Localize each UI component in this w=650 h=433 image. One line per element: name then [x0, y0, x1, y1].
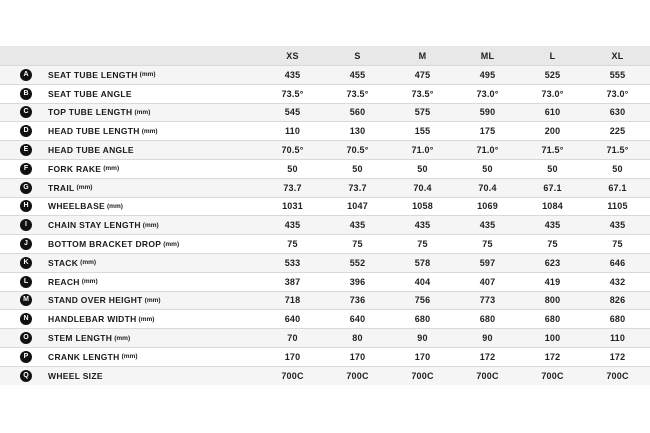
value-cell: 50 — [612, 163, 623, 174]
letter-badge-icon: F — [20, 163, 32, 175]
measurement-unit: (mm) — [142, 221, 159, 229]
value-cell: 552 — [349, 257, 366, 268]
measurement-label: WHEEL SIZE — [48, 370, 103, 381]
row-label-cell — [0, 294, 260, 306]
value-cell: 560 — [349, 107, 366, 118]
row-label-cell — [0, 144, 260, 156]
value-cell: 800 — [544, 295, 561, 306]
value-cell: 70.4 — [478, 182, 497, 193]
value-cell: 170 — [349, 351, 366, 362]
table-row — [0, 103, 650, 122]
value-cell: 700C — [476, 370, 499, 381]
value-cell: 75 — [287, 239, 298, 250]
measurement-label: HANDLEBAR WIDTH — [48, 314, 137, 325]
value-cell: 1031 — [282, 201, 303, 212]
measurement-label: SEAT TUBE LENGTH — [48, 69, 138, 80]
table-row — [0, 309, 650, 328]
value-cell: 71.5° — [606, 145, 629, 156]
value-cell: 67.1 — [543, 182, 562, 193]
letter-badge-icon: L — [20, 276, 32, 288]
value-cell: 50 — [482, 163, 493, 174]
size-column-header: L — [549, 50, 556, 61]
value-cell: 73.7 — [283, 182, 302, 193]
value-cell: 80 — [352, 333, 363, 344]
value-cell: 404 — [414, 276, 431, 287]
value-cell: 826 — [609, 295, 626, 306]
value-cell: 435 — [609, 220, 626, 231]
table-row — [0, 84, 650, 103]
measurement-unit: (mm) — [107, 202, 123, 210]
value-cell: 73.5° — [411, 88, 434, 99]
value-cell: 50 — [547, 163, 558, 174]
value-cell: 545 — [284, 107, 301, 118]
table-row — [0, 197, 650, 216]
table-row — [0, 253, 650, 272]
row-label-cell — [0, 351, 260, 363]
value-cell: 495 — [479, 69, 496, 80]
value-cell: 646 — [609, 257, 626, 268]
measurement-unit: (mm) — [139, 71, 156, 79]
value-cell: 100 — [544, 333, 561, 344]
letter-badge-icon: H — [20, 200, 32, 212]
value-cell: 387 — [284, 276, 301, 287]
value-cell: 533 — [284, 257, 301, 268]
measurement-unit: (mm) — [81, 278, 98, 286]
row-label-cell — [0, 276, 260, 288]
letter-badge-icon: M — [20, 294, 32, 306]
value-cell: 200 — [544, 126, 561, 137]
row-label-cell — [0, 257, 260, 269]
value-cell: 1047 — [347, 201, 368, 212]
row-label-cell — [0, 182, 260, 194]
row-label-cell — [0, 332, 260, 344]
table-row — [0, 140, 650, 159]
value-cell: 70.5° — [346, 145, 369, 156]
table-row — [0, 215, 650, 234]
row-label-cell — [0, 313, 260, 325]
value-cell: 680 — [414, 314, 431, 325]
value-cell: 525 — [544, 69, 561, 80]
value-cell: 435 — [284, 220, 301, 231]
measurement-unit: (mm) — [80, 259, 97, 267]
value-cell: 597 — [479, 257, 496, 268]
value-cell: 1084 — [542, 201, 563, 212]
letter-badge-icon: I — [20, 219, 32, 231]
value-cell: 435 — [284, 69, 301, 80]
table-row — [0, 234, 650, 253]
letter-badge-icon: N — [20, 313, 32, 325]
letter-badge-icon: D — [20, 125, 32, 137]
measurement-label: TOP TUBE LENGTH — [48, 107, 133, 118]
table-body — [0, 65, 650, 385]
value-cell: 70 — [287, 333, 298, 344]
value-cell: 71.5° — [541, 145, 564, 156]
value-cell: 575 — [414, 107, 431, 118]
table-row — [0, 291, 650, 310]
geometry-table — [0, 46, 650, 385]
table-row — [0, 366, 650, 385]
measurement-label: WHEELBASE — [48, 201, 106, 212]
measurement-unit: (mm) — [144, 296, 161, 304]
row-label-cell — [0, 219, 260, 231]
size-column-header: XS — [286, 50, 299, 61]
value-cell: 718 — [284, 295, 301, 306]
row-label-cell — [0, 106, 260, 118]
value-cell: 155 — [414, 126, 431, 137]
value-cell: 50 — [417, 163, 428, 174]
value-cell: 773 — [479, 295, 496, 306]
value-cell: 50 — [287, 163, 298, 174]
value-cell: 73.5° — [281, 88, 304, 99]
value-cell: 700C — [411, 370, 434, 381]
value-cell: 73.0° — [541, 88, 564, 99]
letter-badge-icon: P — [20, 351, 32, 363]
value-cell: 175 — [479, 126, 496, 137]
letter-badge-icon: O — [20, 332, 32, 344]
value-cell: 756 — [414, 295, 431, 306]
table-row — [0, 328, 650, 347]
measurement-label: FORK RAKE — [48, 163, 102, 174]
value-cell: 435 — [479, 220, 496, 231]
letter-badge-icon: Q — [20, 370, 32, 382]
row-label-cell — [0, 370, 260, 382]
size-column-header: M — [418, 50, 427, 61]
row-label-cell — [0, 200, 260, 212]
size-header-row — [0, 46, 650, 65]
size-column-header: ML — [480, 50, 495, 61]
value-cell: 225 — [609, 126, 626, 137]
measurement-label: CHAIN STAY LENGTH — [48, 220, 141, 231]
value-cell: 590 — [479, 107, 496, 118]
value-cell: 435 — [544, 220, 561, 231]
measurement-label: TRAIL — [48, 182, 75, 193]
value-cell: 71.0° — [411, 145, 434, 156]
value-cell: 700C — [281, 370, 304, 381]
value-cell: 90 — [417, 333, 428, 344]
measurement-unit: (mm) — [134, 108, 151, 116]
table-row — [0, 272, 650, 291]
measurement-unit: (mm) — [138, 315, 155, 323]
value-cell: 71.0° — [476, 145, 499, 156]
size-column-header: XL — [611, 50, 624, 61]
value-cell: 640 — [284, 314, 301, 325]
value-cell: 172 — [479, 351, 496, 362]
value-cell: 75 — [417, 239, 428, 250]
letter-badge-icon: K — [20, 257, 32, 269]
table-row — [0, 178, 650, 197]
value-cell: 75 — [547, 239, 558, 250]
measurement-unit: (mm) — [76, 184, 93, 192]
value-cell: 73.0° — [606, 88, 629, 99]
value-cell: 623 — [544, 257, 561, 268]
size-column-header: S — [354, 50, 361, 61]
value-cell: 110 — [609, 333, 626, 344]
measurement-unit: (mm) — [163, 240, 180, 248]
value-cell: 50 — [352, 163, 363, 174]
value-cell: 73.7 — [348, 182, 367, 193]
row-label-cell — [0, 163, 260, 175]
letter-badge-icon: B — [20, 88, 32, 100]
letter-badge-icon: G — [20, 182, 32, 194]
value-cell: 555 — [609, 69, 626, 80]
measurement-label: SEAT TUBE ANGLE — [48, 88, 132, 99]
measurement-label: BOTTOM BRACKET DROP — [48, 239, 162, 250]
letter-badge-icon: C — [20, 106, 32, 118]
value-cell: 475 — [414, 69, 431, 80]
value-cell: 680 — [479, 314, 496, 325]
value-cell: 407 — [479, 276, 496, 287]
value-cell: 396 — [349, 276, 366, 287]
value-cell: 432 — [609, 276, 626, 287]
value-cell: 130 — [349, 126, 366, 137]
value-cell: 736 — [349, 295, 366, 306]
value-cell: 1058 — [412, 201, 433, 212]
row-label-cell — [0, 69, 260, 81]
value-cell: 172 — [544, 351, 561, 362]
measurement-label: CRANK LENGTH — [48, 351, 120, 362]
table-row — [0, 159, 650, 178]
value-cell: 67.1 — [608, 182, 627, 193]
value-cell: 1069 — [477, 201, 498, 212]
value-cell: 1105 — [607, 201, 628, 212]
table-row — [0, 65, 650, 84]
measurement-label: STEM LENGTH — [48, 333, 113, 344]
value-cell: 630 — [609, 107, 626, 118]
measurement-label: STACK — [48, 257, 79, 268]
value-cell: 578 — [414, 257, 431, 268]
measurement-label: STAND OVER HEIGHT — [48, 295, 143, 306]
value-cell: 700C — [606, 370, 629, 381]
table-row — [0, 121, 650, 140]
row-label-cell — [0, 125, 260, 137]
measurement-unit: (mm) — [141, 127, 158, 135]
value-cell: 73.5° — [346, 88, 369, 99]
value-cell: 75 — [612, 239, 623, 250]
table-row — [0, 347, 650, 366]
value-cell: 172 — [609, 351, 626, 362]
value-cell: 70.4 — [413, 182, 432, 193]
value-cell: 90 — [482, 333, 493, 344]
measurement-unit: (mm) — [103, 165, 120, 173]
measurement-label: REACH — [48, 276, 80, 287]
value-cell: 700C — [541, 370, 564, 381]
value-cell: 455 — [349, 69, 366, 80]
letter-badge-icon: E — [20, 144, 32, 156]
value-cell: 75 — [352, 239, 363, 250]
value-cell: 435 — [414, 220, 431, 231]
value-cell: 73.0° — [476, 88, 499, 99]
measurement-label: HEAD TUBE LENGTH — [48, 126, 140, 137]
measurement-unit: (mm) — [114, 334, 131, 342]
measurement-label: HEAD TUBE ANGLE — [48, 145, 134, 156]
row-label-cell — [0, 88, 260, 100]
value-cell: 110 — [284, 126, 301, 137]
value-cell: 610 — [544, 107, 561, 118]
value-cell: 170 — [414, 351, 431, 362]
value-cell: 419 — [544, 276, 561, 287]
letter-badge-icon: J — [20, 238, 32, 250]
value-cell: 75 — [482, 239, 493, 250]
value-cell: 680 — [609, 314, 626, 325]
value-cell: 170 — [284, 351, 301, 362]
letter-badge-icon: A — [20, 69, 32, 81]
measurement-unit: (mm) — [121, 353, 138, 361]
value-cell: 70.5° — [281, 145, 304, 156]
value-cell: 640 — [349, 314, 366, 325]
row-label-cell — [0, 238, 260, 250]
value-cell: 680 — [544, 314, 561, 325]
value-cell: 435 — [349, 220, 366, 231]
value-cell: 700C — [346, 370, 369, 381]
